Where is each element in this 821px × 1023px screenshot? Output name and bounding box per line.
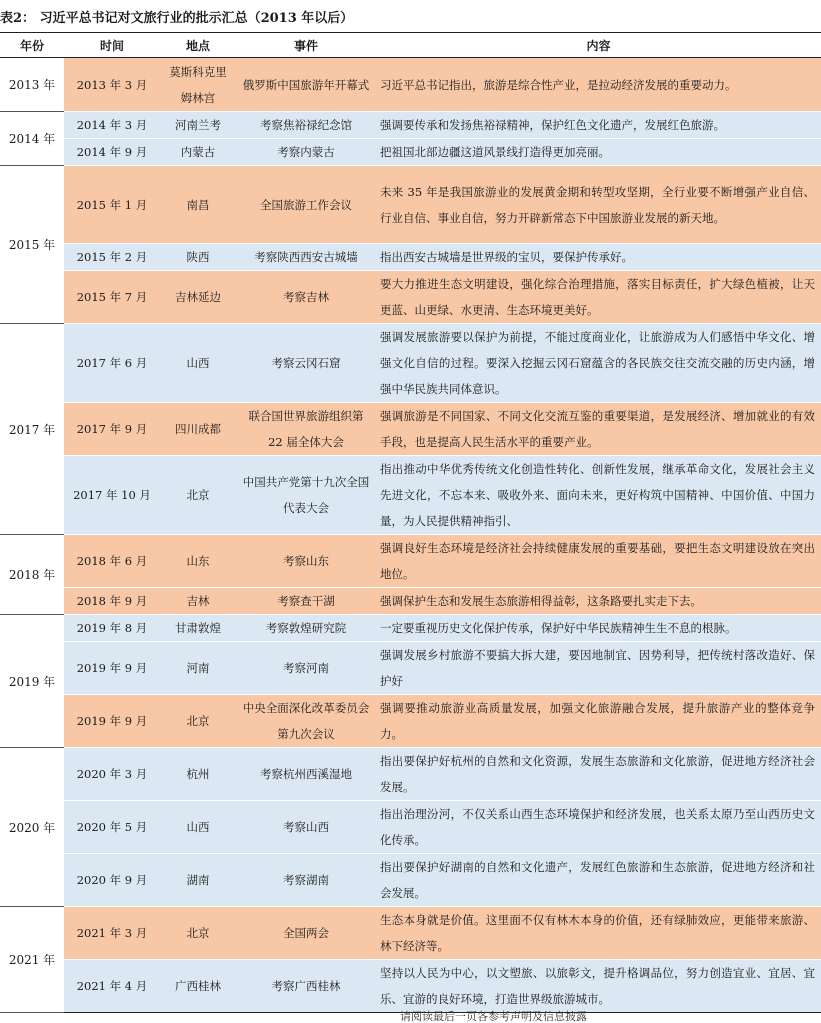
place-cell: 河南 xyxy=(160,642,236,695)
table-row xyxy=(0,588,821,615)
content-cell: 一定要重视历史文化保护传承，保护好中华民族精神生生不息的根脉。 xyxy=(376,615,821,642)
content-cell: 强调保护生态和发展生态旅游相得益彰，这条路要扎实走下去。 xyxy=(376,588,821,615)
event-cell: 考察山东 xyxy=(236,535,376,588)
table-row xyxy=(0,535,821,588)
place-cell: 吉林 xyxy=(160,588,236,615)
event-cell: 考察焦裕禄纪念馆 xyxy=(236,112,376,139)
year-cell: 2021 年 xyxy=(0,907,64,1013)
place-cell: 甘肃敦煌 xyxy=(160,615,236,642)
event-cell: 全国两会 xyxy=(236,907,376,960)
place-cell: 湖南 xyxy=(160,854,236,907)
content-cell: 把祖国北部边疆这道风景线打造得更加亮丽。 xyxy=(376,139,821,166)
content-cell: 习近平总书记指出，旅游是综合性产业，是拉动经济发展的重要动力。 xyxy=(376,58,821,112)
table-row xyxy=(0,166,821,244)
place-cell: 莫斯科克里姆林宫 xyxy=(160,58,236,112)
header-time: 时间 xyxy=(64,33,160,58)
year-cell: 2014 年 xyxy=(0,112,64,166)
event-cell: 考察陕西西安古城墙 xyxy=(236,244,376,271)
year-cell: 2020 年 xyxy=(0,748,64,907)
year-cell: 2015 年 xyxy=(0,166,64,324)
time-cell: 2020 年 9 月 xyxy=(64,854,160,907)
time-cell: 2017 年 6 月 xyxy=(64,324,160,403)
place-cell: 南昌 xyxy=(160,166,236,244)
place-cell: 四川成都 xyxy=(160,403,236,456)
table-title: 表2： 习近平总书记对文旅行业的批示汇总（2013 年以后） xyxy=(0,11,354,26)
footer-disclaimer: 请阅读最后一页各参考声明及信息披露 xyxy=(400,1010,587,1023)
header-place: 地点 xyxy=(160,33,236,58)
header-content: 内容 xyxy=(376,33,821,58)
table-header-row xyxy=(0,33,821,58)
time-cell: 2015 年 1 月 xyxy=(64,166,160,244)
event-cell: 中国共产党第十九次全国代表大会 xyxy=(236,456,376,535)
place-cell: 山西 xyxy=(160,801,236,854)
event-cell: 考察广西桂林 xyxy=(236,960,376,1013)
time-cell: 2014 年 9 月 xyxy=(64,139,160,166)
content-cell: 强调发展乡村旅游不要搞大拆大建，要因地制宜、因势利导，把传统村落改造好、保护好 xyxy=(376,642,821,695)
event-cell: 联合国世界旅游组织第 22 届全体大会 xyxy=(236,403,376,456)
place-cell: 北京 xyxy=(160,907,236,960)
event-cell: 中央全面深化改革委员会第九次会议 xyxy=(236,695,376,748)
table-row xyxy=(0,271,821,324)
year-cell: 2018 年 xyxy=(0,535,64,615)
event-cell: 考察敦煌研究院 xyxy=(236,615,376,642)
table-row xyxy=(0,324,821,403)
content-cell: 强调良好生态环境是经济社会持续健康发展的重要基础，要把生态文明建设放在突出地位。 xyxy=(376,535,821,588)
time-cell: 2015 年 7 月 xyxy=(64,271,160,324)
event-cell: 俄罗斯中国旅游年开幕式 xyxy=(236,58,376,112)
event-cell: 考察杭州西溪湿地 xyxy=(236,748,376,801)
time-cell: 2020 年 3 月 xyxy=(64,748,160,801)
time-cell: 2019 年 8 月 xyxy=(64,615,160,642)
event-cell: 考察湖南 xyxy=(236,854,376,907)
table-row xyxy=(0,403,821,456)
year-cell: 2019 年 xyxy=(0,615,64,748)
event-cell: 考察内蒙古 xyxy=(236,139,376,166)
year-cell: 2013 年 xyxy=(0,58,64,112)
header-event: 事件 xyxy=(236,33,376,58)
time-cell: 2017 年 9 月 xyxy=(64,403,160,456)
content-cell: 强调旅游是不同国家、不同文化交流互鉴的重要渠道，是发展经济、增加就业的有效手段，也是提高人民生活水平的重要产业。 xyxy=(376,403,821,456)
table-row xyxy=(0,907,821,960)
place-cell: 北京 xyxy=(160,456,236,535)
table-row xyxy=(0,801,821,854)
place-cell: 吉林延边 xyxy=(160,271,236,324)
time-cell: 2017 年 10 月 xyxy=(64,456,160,535)
table-row xyxy=(0,960,821,1013)
table-row xyxy=(0,695,821,748)
time-cell: 2015 年 2 月 xyxy=(64,244,160,271)
content-cell: 未来 35 年是我国旅游业的发展黄金期和转型攻坚期，全行业要不断增强产业自信、行业自信、事业自信，努力开辟新常态下中国旅游业发展的新天地。 xyxy=(376,166,821,244)
content-cell: 指出要保护好杭州的自然和文化资源，发展生态旅游和文化旅游，促进地方经济社会发展。 xyxy=(376,748,821,801)
place-cell: 山东 xyxy=(160,535,236,588)
place-cell: 山西 xyxy=(160,324,236,403)
time-cell: 2014 年 3 月 xyxy=(64,112,160,139)
place-cell: 广西桂林 xyxy=(160,960,236,1013)
table-row xyxy=(0,456,821,535)
time-cell: 2019 年 9 月 xyxy=(64,642,160,695)
event-cell: 考察云冈石窟 xyxy=(236,324,376,403)
time-cell: 2018 年 9 月 xyxy=(64,588,160,615)
time-cell: 2018 年 6 月 xyxy=(64,535,160,588)
directive-summary-table xyxy=(0,32,821,1013)
table-row xyxy=(0,642,821,695)
time-cell: 2021 年 4 月 xyxy=(64,960,160,1013)
time-cell: 2013 年 3 月 xyxy=(64,58,160,112)
table-row xyxy=(0,748,821,801)
content-cell: 坚持以人民为中心，以文塑旅、以旅彰文，提升格调品位，努力创造宜业、宜居、宜乐、宜游的良好环境，打造世界级旅游城市。 xyxy=(376,960,821,1013)
table-body xyxy=(0,58,821,1013)
time-cell: 2020 年 5 月 xyxy=(64,801,160,854)
header-year: 年份 xyxy=(0,33,64,58)
event-cell: 考察河南 xyxy=(236,642,376,695)
content-cell: 指出推动中华优秀传统文化创造性转化、创新性发展，继承革命文化，发展社会主义先进文化，不忘本来、吸收外来、面向未来，更好构筑中国精神、中国价值、中国力量，为人民提供精神指引、 xyxy=(376,456,821,535)
year-cell: 2017 年 xyxy=(0,324,64,535)
place-cell: 河南兰考 xyxy=(160,112,236,139)
place-cell: 内蒙古 xyxy=(160,139,236,166)
content-cell: 指出要保护好湖南的自然和文化遗产，发展红色旅游和生态旅游，促进地方经济和社会发展。 xyxy=(376,854,821,907)
table-row xyxy=(0,112,821,139)
content-cell: 强调要传承和发扬焦裕禄精神，保护红色文化遗产，发展红色旅游。 xyxy=(376,112,821,139)
content-cell: 指出治理汾河，不仅关系山西生态环境保护和经济发展，也关系太原乃至山西历史文化传承。 xyxy=(376,801,821,854)
event-cell: 考察吉林 xyxy=(236,271,376,324)
table-row xyxy=(0,244,821,271)
content-cell: 指出西安古城墙是世界级的宝贝，要保护传承好。 xyxy=(376,244,821,271)
content-cell: 生态本身就是价值。这里面不仅有林木本身的价值，还有绿肺效应，更能带来旅游、林下经济等。 xyxy=(376,907,821,960)
table-row xyxy=(0,854,821,907)
table-row xyxy=(0,615,821,642)
place-cell: 陕西 xyxy=(160,244,236,271)
place-cell: 北京 xyxy=(160,695,236,748)
content-cell: 要大力推进生态文明建设，强化综合治理措施，落实目标责任，扩大绿色植被，让天更蓝、山更绿、水更清、生态环境更美好。 xyxy=(376,271,821,324)
table-row xyxy=(0,139,821,166)
place-cell: 杭州 xyxy=(160,748,236,801)
content-cell: 强调要推动旅游业高质量发展，加强文化旅游融合发展，提升旅游产业的整体竞争力。 xyxy=(376,695,821,748)
event-cell: 考察查干湖 xyxy=(236,588,376,615)
time-cell: 2021 年 3 月 xyxy=(64,907,160,960)
event-cell: 全国旅游工作会议 xyxy=(236,166,376,244)
table-row xyxy=(0,58,821,112)
content-cell: 强调发展旅游要以保护为前提，不能过度商业化，让旅游成为人们感悟中华文化、增强文化自信的过程。要深入挖掘云冈石窟蕴含的各民族交往交流交融的历史内涵，增强中华民族共同体意识。 xyxy=(376,324,821,403)
time-cell: 2019 年 9 月 xyxy=(64,695,160,748)
event-cell: 考察山西 xyxy=(236,801,376,854)
